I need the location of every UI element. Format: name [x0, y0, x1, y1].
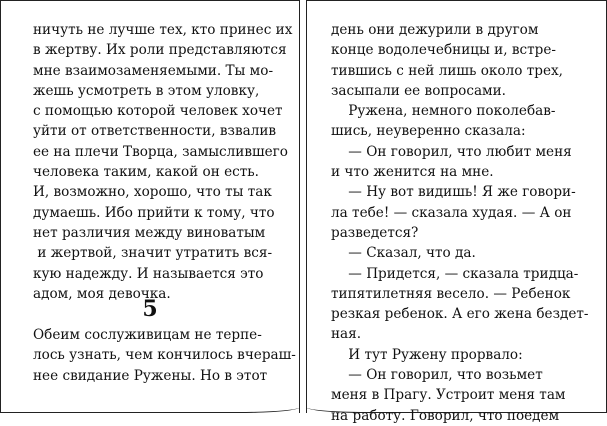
- text-line: день они дежурили в другом: [331, 22, 539, 38]
- text-line: жешь усмотреть в этом уловку,: [33, 82, 260, 99]
- text-line: Обеим сослуживицам не терпе-: [33, 327, 262, 343]
- text-line: тившись с ней лишь около трех,: [331, 62, 564, 79]
- text-line: И тут Ружену прорвало:: [331, 346, 523, 363]
- text-line: с помощью которой человек хочет: [33, 103, 283, 120]
- text-line: думаешь. Ибо прийти к тому, что: [33, 204, 275, 221]
- text-line: нее свидание Ружены. Но в этот: [33, 367, 268, 384]
- text-line: резкая ребенок. А его жена бездет-: [331, 306, 589, 323]
- text-line: на работу. Говорил, что поедем: [331, 407, 560, 424]
- text-line: — Он говорил, что любит меня: [331, 143, 572, 160]
- text-line: — Ну вот видишь! Я же говори-: [331, 184, 576, 201]
- text-line: ла тебе! — сказала худая. — А он: [331, 204, 572, 221]
- text-line: — Придется, — сказала тридца-: [331, 265, 579, 282]
- left-page-chapter-text: [33, 325, 296, 386]
- right-page-text: [331, 20, 589, 426]
- text-line: типятилетняя весело. — Ребенок: [331, 285, 571, 302]
- text-line: и что женится на мне.: [331, 164, 494, 181]
- text-line: и жертвой, значит утратить вся-: [33, 245, 273, 262]
- text-line: конце водолечебницы и, встре-: [331, 42, 556, 59]
- text-line: И, возможно, хорошо, что ты так: [33, 184, 272, 201]
- text-line: засыпали ее вопросами.: [331, 82, 506, 99]
- text-line: адом, моя девочка.: [33, 285, 171, 302]
- text-line: — Сказал, что да.: [331, 245, 476, 262]
- text-line: ничуть не лучше тех, кто принес их: [33, 22, 293, 38]
- text-line: — Он говорил, что возьмет: [331, 367, 543, 384]
- text-line: в жертву. Их роли представляются: [33, 42, 287, 59]
- text-line: меня в Прагу. Устроит меня там: [331, 387, 566, 404]
- text-line: ная.: [331, 326, 362, 343]
- text-line: кую надежду. И называется это: [33, 265, 264, 282]
- text-line: нет различия между виноватым: [33, 224, 266, 241]
- chapter-number: 5: [142, 296, 158, 322]
- text-line: Ружена, немного поколебав-: [331, 103, 556, 120]
- text-line: человека таким, какой он есть.: [33, 164, 259, 181]
- text-line: уйти от ответственности, взвалив: [33, 123, 277, 140]
- text-line: разведется?: [331, 224, 419, 241]
- book-spine: [300, 0, 306, 413]
- text-line: лось узнать, чем кончилось вчераш-: [33, 347, 296, 364]
- left-page-text: [33, 20, 292, 304]
- text-line: ее на плечи Творца, замыслившего: [33, 143, 288, 160]
- left-page-bottom-edge: [0, 407, 300, 413]
- text-line: шись, неуверенно сказала:: [331, 123, 526, 140]
- text-line: мне взаимозаменяемыми. Ты мо-: [33, 62, 274, 79]
